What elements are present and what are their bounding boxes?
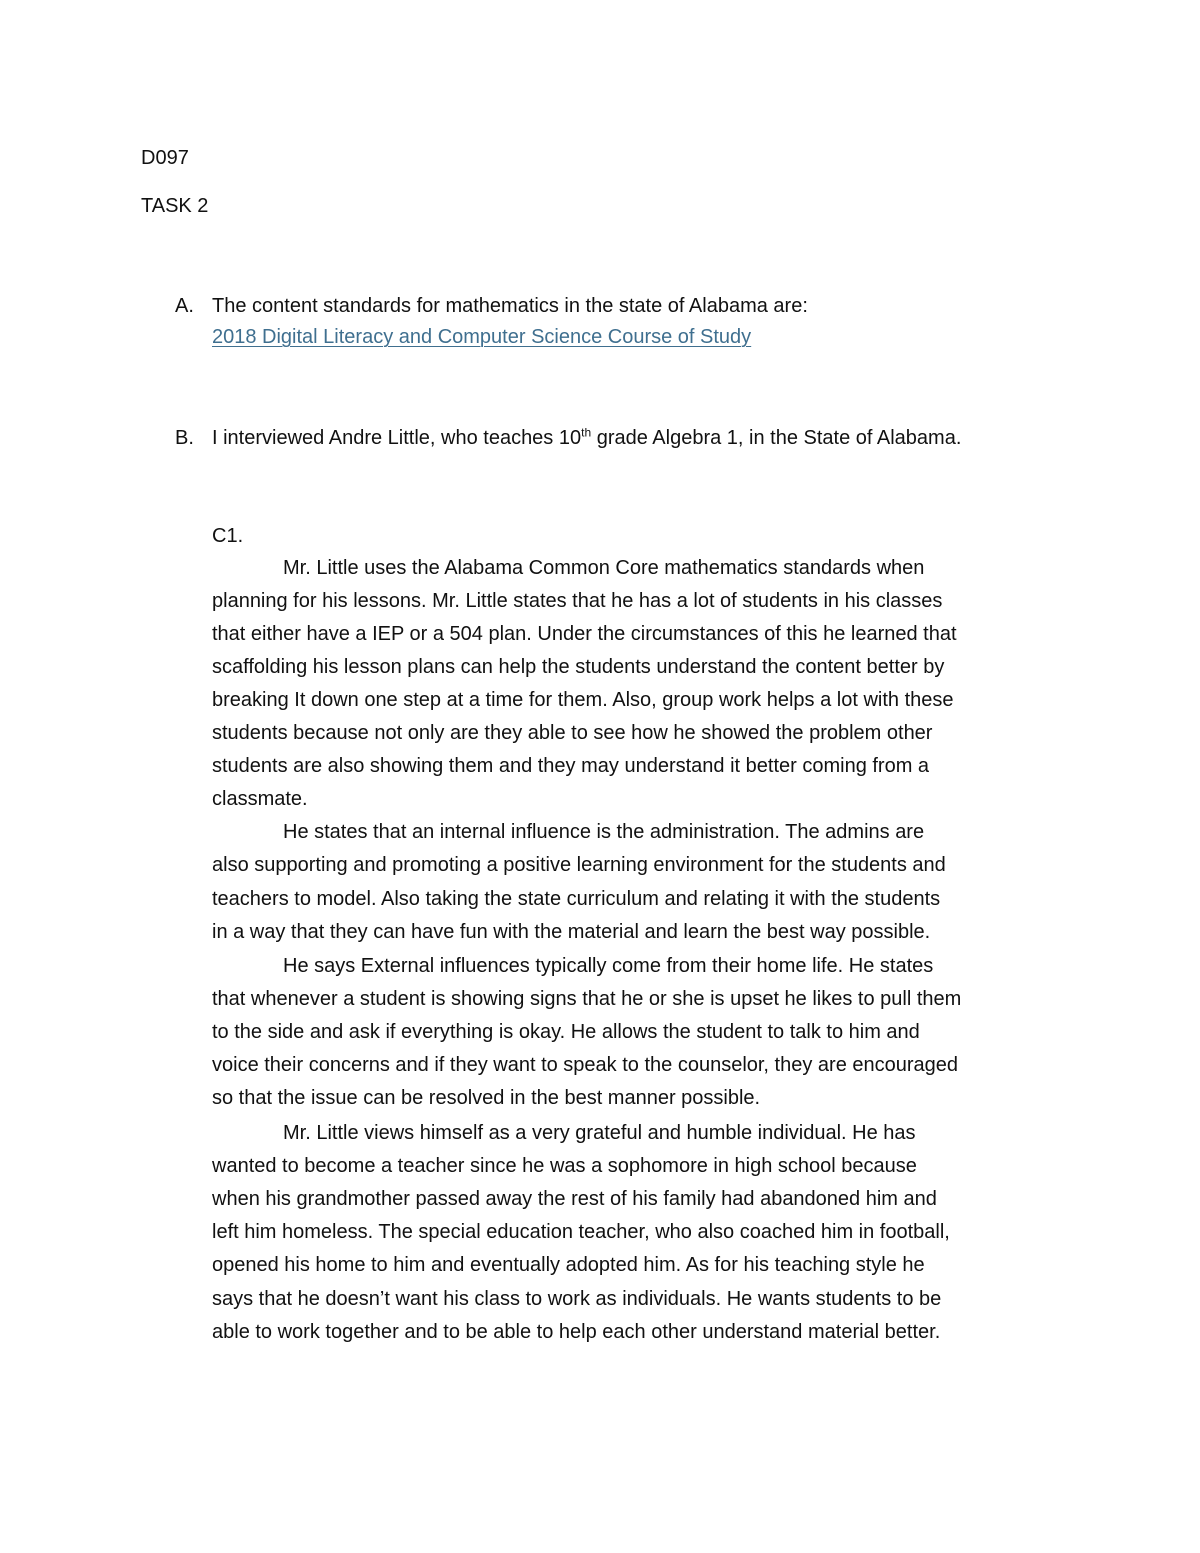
c1-line: that whenever a student is showing signs that he or she is upset he likes to pull them <box>212 988 962 1010</box>
c1-line: to the side and ask if everything is okay. He allows the student to talk to him and <box>212 1021 920 1043</box>
c1-line: students because not only are they able to see how he showed the problem other <box>212 722 933 744</box>
c1-line: when his grandmother passed away the rest of his family had abandoned him and <box>212 1188 937 1210</box>
c1-line: wanted to become a teacher since he was a sophomore in high school because <box>212 1155 917 1177</box>
c1-line: Mr. Little uses the Alabama Common Core mathematics standards when <box>283 557 925 579</box>
section-b-marker: B. <box>175 427 194 449</box>
c1-line: so that the issue can be resolved in the best manner possible. <box>212 1087 761 1109</box>
task-title: TASK 2 <box>141 195 209 217</box>
section-b-text-after: grade Algebra 1, in the State of Alabama. <box>591 427 962 449</box>
c1-line: classmate. <box>212 788 308 810</box>
section-b-superscript: th <box>581 425 592 440</box>
c1-line: also supporting and promoting a positive learning environment for the students and <box>212 854 946 876</box>
section-b-text-before: I interviewed Andre Little, who teaches 10 <box>212 427 582 449</box>
section-a-marker: A. <box>175 295 194 317</box>
section-a-text: The content standards for mathematics in the state of Alabama are: <box>212 295 808 317</box>
course-code: D097 <box>141 147 189 169</box>
c1-line: He states that an internal influence is the administration. The admins are <box>283 821 925 843</box>
section-c1-heading: C1. <box>212 525 244 547</box>
c1-line: says that he doesn’t want his class to work as individuals. He wants students to be <box>212 1288 942 1310</box>
section-b-text <box>212 426 961 450</box>
c1-line: in a way that they can have fun with the material and learn the best way possible. <box>212 921 931 943</box>
c1-line: left him homeless. The special education teacher, who also coached him in football, <box>212 1221 950 1243</box>
c1-line: voice their concerns and if they want to speak to the counselor, they are encouraged <box>212 1054 959 1076</box>
c1-line: able to work together and to be able to help each other understand material better. <box>212 1321 941 1343</box>
c1-line: breaking It down one step at a time for them. Also, group work helps a lot with these <box>212 689 954 711</box>
c1-line: that either have a IEP or a 504 plan. Under the circumstances of this he learned that <box>212 623 957 645</box>
c1-line: students are also showing them and they may understand it better coming from a <box>212 755 930 777</box>
c1-line: He says External influences typically come from their home life. He states <box>283 955 934 977</box>
c1-line: opened his home to him and eventually adopted him. As for his teaching style he <box>212 1254 925 1276</box>
c1-line: planning for his lessons. Mr. Little states that he has a lot of students in his classes <box>212 590 943 612</box>
c1-line: Mr. Little views himself as a very grateful and humble individual. He has <box>283 1122 916 1144</box>
c1-line: scaffolding his lesson plans can help the students understand the content better by <box>212 656 945 678</box>
course-of-study-link[interactable]: 2018 Digital Literacy and Computer Science Course of Study <box>212 326 752 348</box>
c1-line: teachers to model. Also taking the state curriculum and relating it with the students <box>212 888 941 910</box>
